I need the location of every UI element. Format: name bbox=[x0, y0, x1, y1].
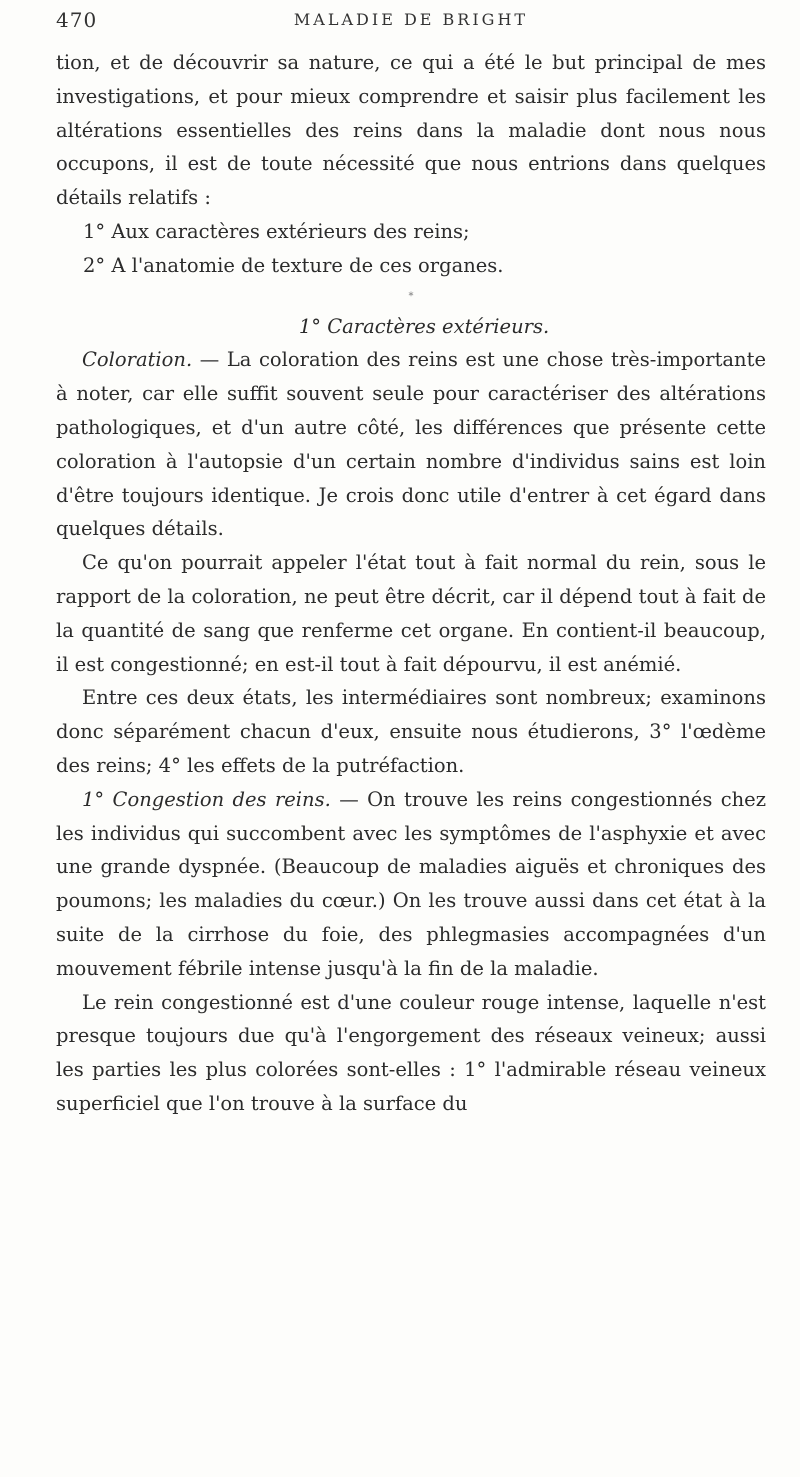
inline-heading-congestion: 1° Congestion des reins. bbox=[82, 787, 331, 811]
paragraph-normal-state: Ce qu'on pourrait appeler l'état tout à fait normal du rein, sous le rapport de la coloration, ne peut être décrit, car il dépend tout à fait de la quantité de sang que renferme cet organe. En contient-il beaucoup, il est congestionné; en est-il tout à fait dépourvu, il est anémié. bbox=[56, 551, 766, 676]
page-number: 470 bbox=[56, 8, 98, 32]
paragraph-coloration-text: — La coloration des reins est une chose très-importante à noter, car elle suffit souvent seule pour caractériser des altérations pathologiques, et d'un autre côté, les différences que présente cette coloration à l'autopsie d'un certain nombre d'individus sains est loin d'être toujours identique. Je crois donc utile d'entrer à cet égard dans quelques détails. bbox=[56, 348, 766, 541]
section-heading: 1° Caractères extérieurs. bbox=[298, 314, 550, 338]
paragraph-red-color: Le rein congestionné est d'une couleur rouge intense, laquelle n'est presque toujours due qu'à l'engorgement des réseaux veineux; aussi les parties les plus colorées sont-elles : 1° l'admirable réseau veineux superficiel que l'on trouve à la surface du bbox=[56, 990, 766, 1115]
list-item-exterior: 1° Aux caractères extérieurs des reins; bbox=[83, 219, 470, 243]
paragraph-congestion bbox=[56, 783, 766, 986]
running-title: MALADIE DE BRIGHT bbox=[293, 10, 529, 29]
paragraph-congestion-text: — On trouve les reins congestionnés chez les individus qui succombent avec les symptômes de l'asphyxie et avec une grande dyspnée. (Beaucoup de maladies aiguës et chroniques des poumons; les maladies du cœur.) On les trouve aussi dans cet état à la suite de la cirrhose du foie, des phlegmasies accompagnées d'un mouvement fébrile intense jusqu'à la fin de la maladie. bbox=[56, 787, 766, 980]
paragraph-coloration bbox=[56, 343, 766, 546]
running-header bbox=[56, 8, 766, 38]
inline-heading-coloration: Coloration. bbox=[82, 348, 193, 372]
paragraph-intermediate-states: Entre ces deux états, les intermédiaires sont nombreux; examinons donc séparément chacun d'eux, ensuite nous étudierons, 3° l'œdème des reins; 4° les effets de la putréfaction. bbox=[56, 686, 766, 777]
ornament-mark: * bbox=[408, 290, 414, 302]
list-item-anatomy: 2° A l'anatomie de texture de ces organes. bbox=[83, 253, 504, 277]
body-text bbox=[56, 46, 766, 1121]
intro-paragraph: tion, et de découvrir sa nature, ce qui a été le but principal de mes investigations, et pour mieux comprendre et saisir plus facilement les altérations essentielles des reins dans la maladie dont nous nous occupons, il est de toute nécessité que nous entrions dans quelques détails relatifs : bbox=[56, 51, 766, 210]
